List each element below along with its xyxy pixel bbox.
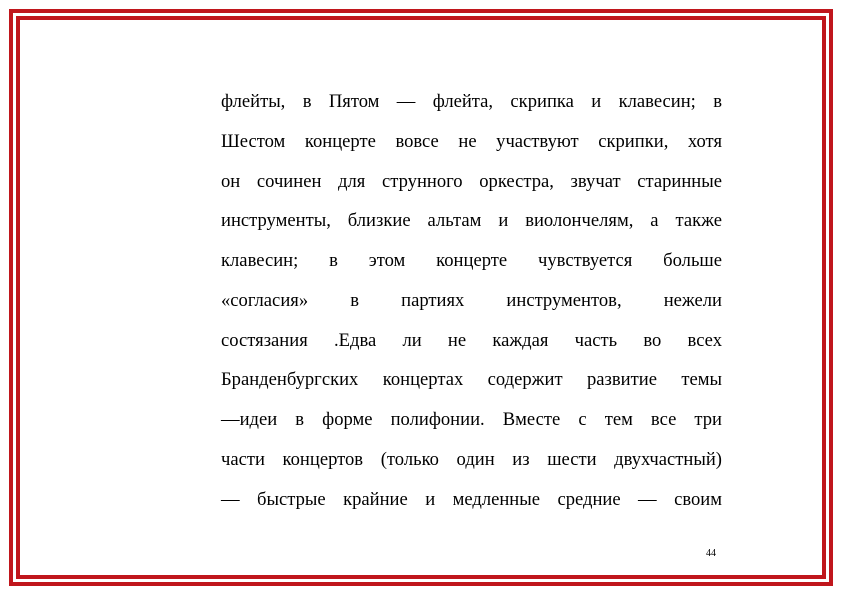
page-number: 44: [706, 548, 716, 559]
text-line: флейты, в Пятом — флейта, скрипка и клавесин; в: [221, 91, 722, 112]
text-line: «согласия» в партиях инструментов, нежели: [221, 289, 722, 311]
text-line: состязания .Едва ли не каждая часть во всех: [221, 329, 722, 351]
body-text: [221, 82, 722, 519]
text-line: Шестом концерте вовсе не участвуют скрипки, хотя: [221, 130, 722, 152]
text-line: он сочинен для струнного оркестра, звучат старинные: [221, 170, 722, 192]
text-line: инструменты, близкие альтам и виолончелям, а также: [221, 210, 722, 232]
text-line: —идеи в форме полифонии. Вместе с тем все три: [221, 409, 722, 430]
text-line: — быстрые крайние и медленные средние — своим: [221, 488, 722, 510]
text-line: клавесин; в этом концерте чувствуется больше: [221, 250, 722, 271]
text-line: Бранденбургских концертах содержит развитие темы: [221, 369, 722, 391]
text-line: части концертов (только один из шести двухчастный): [221, 448, 722, 470]
